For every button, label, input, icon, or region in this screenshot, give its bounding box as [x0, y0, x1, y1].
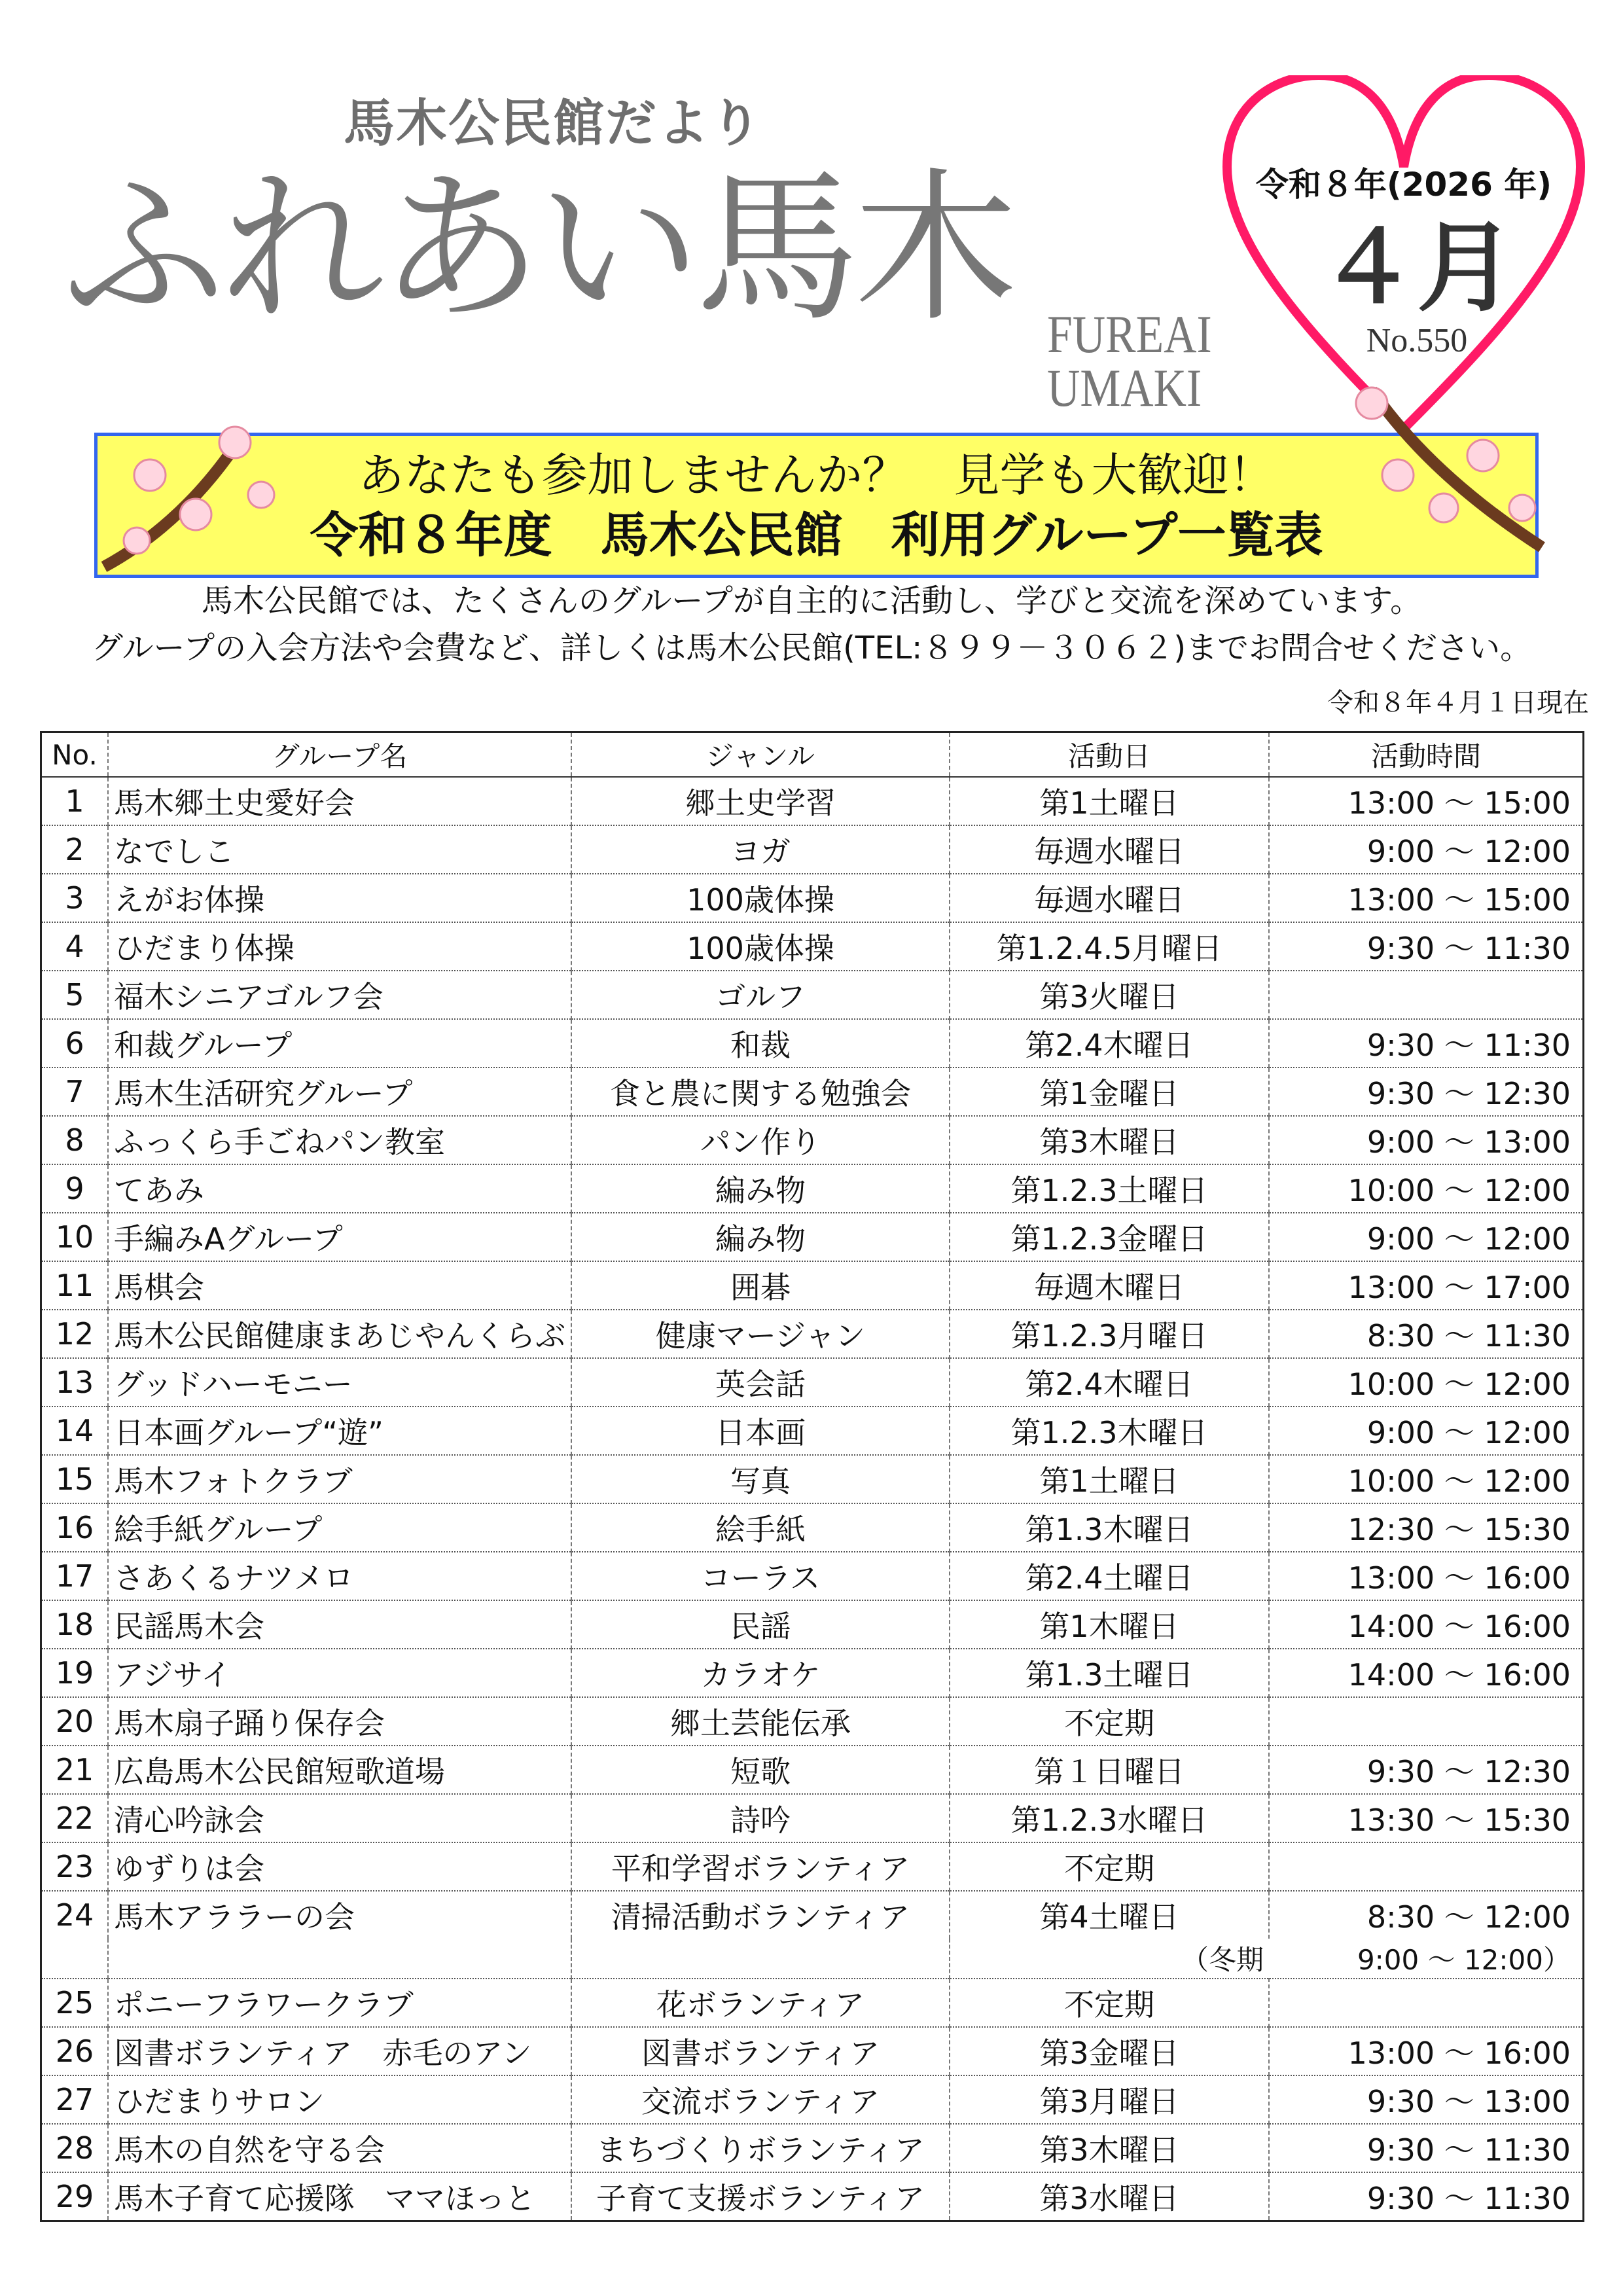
row-no: 5 [41, 971, 109, 1019]
table-row [41, 1019, 1584, 1067]
intro-text-1: 馬木公民館では、たくさんのグループが自主的に活動し、学びと交流を深めています。 [201, 583, 1422, 619]
row-day: 毎週水曜日 [950, 874, 1269, 922]
row-no: 21 [41, 1746, 109, 1794]
table-row [41, 1164, 1584, 1213]
row-day: 第3金曜日 [950, 2027, 1269, 2075]
row-genre: 食と農に関する勉強会 [571, 1067, 950, 1116]
title-en-line1: FUREAI [1047, 304, 1212, 364]
table-row [41, 1746, 1584, 1794]
row-time: 8:30 ～ 11:30 [1269, 1310, 1584, 1358]
table-header-row [41, 732, 1584, 778]
row-genre: 英会話 [571, 1358, 950, 1407]
row-day: 第3水曜日 [950, 2172, 1269, 2221]
row-day: 第1金曜日 [950, 1067, 1269, 1116]
note-empty [41, 1939, 109, 1979]
row-day: 不定期 [950, 1979, 1269, 2027]
row-no: 13 [41, 1358, 109, 1407]
row-day: 第1.2.3金曜日 [950, 1213, 1269, 1261]
row-day: 第1.2.4.5月曜日 [950, 922, 1269, 971]
row-no: 16 [41, 1503, 109, 1552]
row-no: 6 [41, 1019, 109, 1067]
row-day: 第1土曜日 [950, 1455, 1269, 1503]
row-group-name: さあくるナツメロ [108, 1552, 571, 1600]
row-day: 第1.3木曜日 [950, 1503, 1269, 1552]
row-day: 第3月曜日 [950, 2075, 1269, 2124]
banner-title: 令和８年度 馬木公民館 利用グループ一覧表 [310, 507, 1323, 564]
table-row-note [41, 1939, 1584, 1979]
row-group-name: 手編みAグループ [108, 1213, 571, 1261]
row-no: 19 [41, 1649, 109, 1697]
row-day: 不定期 [950, 1697, 1269, 1746]
row-group-name: 馬木の自然を守る会 [108, 2124, 571, 2172]
row-time: 9:00 ～ 13:00 [1269, 1116, 1584, 1164]
row-group-name: 清心吟詠会 [108, 1794, 571, 1842]
row-no: 23 [41, 1842, 109, 1891]
row-group-name: ひだまりサロン [108, 2075, 571, 2124]
row-time: 9:30 ～ 13:00 [1269, 2075, 1584, 2124]
issue-number: No.550 [1366, 322, 1468, 359]
title-en-line2: UMAKI [1047, 358, 1202, 418]
row-time: 9:30 ～ 12:30 [1269, 1746, 1584, 1794]
row-time: 13:30 ～ 15:30 [1269, 1794, 1584, 1842]
row-genre: 写真 [571, 1455, 950, 1503]
row-group-name: アジサイ [108, 1649, 571, 1697]
row-time: 13:00 ～ 17:00 [1269, 1261, 1584, 1310]
row-no: 9 [41, 1164, 109, 1213]
row-group-name: 馬木公民館健康まあじやんくらぶ [108, 1310, 571, 1358]
row-group-name: 日本画グループ“遊” [108, 1407, 571, 1455]
row-genre: 絵手紙 [571, 1503, 950, 1552]
as-of-date: 令和８年４月１日現在 [1327, 688, 1589, 718]
row-time [1269, 1842, 1584, 1891]
row-genre: 子育て支援ボランティア [571, 2172, 950, 2221]
row-day: 第1.2.3月曜日 [950, 1310, 1269, 1358]
row-genre: 民謡 [571, 1600, 950, 1649]
row-genre: 花ボランティア [571, 1979, 950, 2027]
row-no: 14 [41, 1407, 109, 1455]
row-no: 3 [41, 874, 109, 922]
row-group-name: グッドハーモニー [108, 1358, 571, 1407]
row-genre: 健康マージャン [571, 1310, 950, 1358]
table-row [41, 1979, 1584, 2027]
row-genre: パン作り [571, 1116, 950, 1164]
note-empty [108, 1939, 571, 1979]
row-day: 第1.2.3水曜日 [950, 1794, 1269, 1842]
row-group-name: ひだまり体操 [108, 922, 571, 971]
row-day: 第1.2.3土曜日 [950, 1164, 1269, 1213]
row-no: 15 [41, 1455, 109, 1503]
row-time [1269, 1979, 1584, 2027]
row-day: 第1.2.3木曜日 [950, 1407, 1269, 1455]
row-time: 13:00 ～ 15:00 [1269, 777, 1584, 825]
row-no: 10 [41, 1213, 109, 1261]
row-day: 第2.4木曜日 [950, 1019, 1269, 1067]
row-group-name: 馬木フォトクラブ [108, 1455, 571, 1503]
row-genre: 交流ボランティア [571, 2075, 950, 2124]
row-time: 14:00 ～ 16:00 [1269, 1600, 1584, 1649]
row-no: 24 [55, 1897, 94, 1933]
row-time: 8:30 ～ 12:00 [1269, 1891, 1584, 1939]
row-group-name: てあみ [108, 1164, 571, 1213]
row-genre: 図書ボランティア [571, 2027, 950, 2075]
row-time: 13:00 ～ 15:00 [1269, 874, 1584, 922]
row-group-name: 絵手紙グループ [108, 1503, 571, 1552]
header-genre: ジャンル [571, 732, 950, 778]
row-time [1269, 971, 1584, 1019]
row-group-name: 和裁グループ [108, 1019, 571, 1067]
row-group-name: 民謡馬木会 [108, 1600, 571, 1649]
masthead-title: ふれあい馬木 [62, 153, 1012, 344]
row-day: 毎週水曜日 [950, 825, 1269, 874]
row-genre: 郷土芸能伝承 [571, 1697, 950, 1746]
row-no: 26 [41, 2027, 109, 2075]
winter-note-time: 9:00 ～ 12:00） [1269, 1939, 1584, 1979]
row-time: 9:30 ～ 11:30 [1269, 1019, 1584, 1067]
row-day: 第2.4土曜日 [950, 1552, 1269, 1600]
row-no: 2 [41, 825, 109, 874]
row-group-name: 馬木子育て応援隊 ママほっと [108, 2172, 571, 2221]
row-day: 第1.3土曜日 [950, 1649, 1269, 1697]
row-group-name: 福木シニアゴルフ会 [108, 971, 571, 1019]
row-no: 12 [41, 1310, 109, 1358]
row-genre: コーラス [571, 1552, 950, 1600]
table-row [41, 2172, 1584, 2221]
header-time: 活動時間 [1269, 732, 1584, 778]
header-day: 活動日 [950, 732, 1269, 778]
row-day: 第3火曜日 [950, 971, 1269, 1019]
row-day: 第3木曜日 [950, 2124, 1269, 2172]
row-genre: 和裁 [571, 1019, 950, 1067]
row-time: 9:30 ～ 12:30 [1269, 1067, 1584, 1116]
row-time: 9:30 ～ 11:30 [1269, 2124, 1584, 2172]
row-time: 9:30 ～ 11:30 [1269, 2172, 1584, 2221]
row-day: 第１日曜日 [950, 1746, 1269, 1794]
row-no: 28 [41, 2124, 109, 2172]
table-row [41, 1407, 1584, 1455]
banner-invitation: あなたも参加しませんか？ 見学も大歓迎！ [358, 448, 1275, 502]
table-row [41, 874, 1584, 922]
table-row [41, 1552, 1584, 1600]
row-group-name: 馬木生活研究グループ [108, 1067, 571, 1116]
row-no: 29 [41, 2172, 109, 2221]
row-genre: 編み物 [571, 1164, 950, 1213]
banner [94, 433, 1539, 578]
table-row [41, 1842, 1584, 1891]
table-row [41, 1213, 1584, 1261]
table-row [41, 971, 1584, 1019]
row-genre: ヨガ [571, 825, 950, 874]
table-row [41, 1697, 1584, 1746]
table-row [41, 1261, 1584, 1310]
table-row [41, 922, 1584, 971]
row-group-name: 馬木郷土史愛好会 [108, 777, 571, 825]
row-no: 8 [41, 1116, 109, 1164]
masthead-subtitle: 馬木公民館だより [344, 94, 763, 153]
row-day: 毎週木曜日 [950, 1261, 1269, 1310]
row-genre: 囲碁 [571, 1261, 950, 1310]
row-no: 1 [41, 777, 109, 825]
table-row [41, 1600, 1584, 1649]
note-empty [571, 1939, 950, 1979]
table-row [41, 1649, 1584, 1697]
row-group-name: えがお体操 [108, 874, 571, 922]
row-genre: 平和学習ボランティア [571, 1842, 950, 1891]
winter-note-label: （冬期 [950, 1939, 1269, 1979]
row-group-name: なでしこ [108, 825, 571, 874]
row-no: 22 [41, 1794, 109, 1842]
table-body [41, 777, 1584, 2221]
row-day: 第4土曜日 [950, 1891, 1269, 1939]
row-day: 第3木曜日 [950, 1116, 1269, 1164]
table-row [41, 1455, 1584, 1503]
row-no: 4 [41, 922, 109, 971]
table-row [41, 1358, 1584, 1407]
row-time: 9:30 ～ 11:30 [1269, 922, 1584, 971]
table-row [41, 1310, 1584, 1358]
row-time: 10:00 ～ 12:00 [1269, 1358, 1584, 1407]
row-genre: 編み物 [571, 1213, 950, 1261]
row-day: 第1土曜日 [950, 777, 1269, 825]
row-genre: 短歌 [571, 1746, 950, 1794]
row-time: 14:00 ～ 16:00 [1269, 1649, 1584, 1697]
row-time: 10:00 ～ 12:00 [1269, 1455, 1584, 1503]
row-genre: 清掃活動ボランティア [571, 1891, 950, 1939]
row-no: 17 [41, 1552, 109, 1600]
row-no: 20 [41, 1697, 109, 1746]
row-no: 18 [41, 1600, 109, 1649]
row-time: 12:30 ～ 15:30 [1269, 1503, 1584, 1552]
table-row [41, 2027, 1584, 2075]
row-genre: 100歳体操 [571, 874, 950, 922]
row-time: 10:00 ～ 12:00 [1269, 1164, 1584, 1213]
row-day: 不定期 [950, 1842, 1269, 1891]
row-day: 第2.4木曜日 [950, 1358, 1269, 1407]
table-row [41, 1067, 1584, 1116]
header-no: No. [41, 732, 109, 778]
header-group-name: グループ名 [108, 732, 571, 778]
table-row [41, 825, 1584, 874]
row-time [1269, 1697, 1584, 1746]
row-no: 7 [41, 1067, 109, 1116]
masthead-title-en [1047, 304, 1212, 418]
row-genre: 詩吟 [571, 1794, 950, 1842]
row-group-name: 馬木アララーの会 [108, 1891, 571, 1939]
row-genre: まちづくりボランティア [571, 2124, 950, 2172]
table-row [41, 777, 1584, 825]
row-group-name: 広島馬木公民館短歌道場 [108, 1746, 571, 1794]
row-genre: ゴルフ [571, 971, 950, 1019]
row-time: 13:00 ～ 16:00 [1269, 1552, 1584, 1600]
row-group-name: ゆずりは会 [108, 1842, 571, 1891]
row-no: 27 [41, 2075, 109, 2124]
row-time: 9:00 ～ 12:00 [1269, 825, 1584, 874]
intro-text-2: グループの入会方法や会費など、詳しくは馬木公民館(TEL:８９９－３０６２)までお問合せください。 [91, 630, 1532, 666]
table-row [41, 2075, 1584, 2124]
row-group-name: 図書ボランティア 赤毛のアン [108, 2027, 571, 2075]
row-time: 13:00 ～ 16:00 [1269, 2027, 1584, 2075]
row-no: 11 [41, 1261, 109, 1310]
row-group-name: ポニーフラワークラブ [108, 1979, 571, 2027]
group-table [40, 731, 1584, 2222]
row-time: 9:00 ～ 12:00 [1269, 1213, 1584, 1261]
row-genre: 100歳体操 [571, 922, 950, 971]
table-row [41, 1503, 1584, 1552]
issue-month: ４月 [1318, 211, 1515, 325]
table-row [41, 2124, 1584, 2172]
row-group-name: 馬棋会 [108, 1261, 571, 1310]
table-row [41, 1116, 1584, 1164]
table-row [41, 1891, 1584, 1939]
row-group-name: ふっくら手ごねパン教室 [108, 1116, 571, 1164]
row-group-name: 馬木扇子踊り保存会 [108, 1697, 571, 1746]
row-day: 第1木曜日 [950, 1600, 1269, 1649]
issue-year: 令和８年(2026 年) [1255, 166, 1552, 204]
row-time: 9:00 ～ 12:00 [1269, 1407, 1584, 1455]
row-no: 25 [41, 1979, 109, 2027]
row-genre: 郷土史学習 [571, 777, 950, 825]
row-genre: 日本画 [571, 1407, 950, 1455]
table-row [41, 1794, 1584, 1842]
row-genre: カラオケ [571, 1649, 950, 1697]
